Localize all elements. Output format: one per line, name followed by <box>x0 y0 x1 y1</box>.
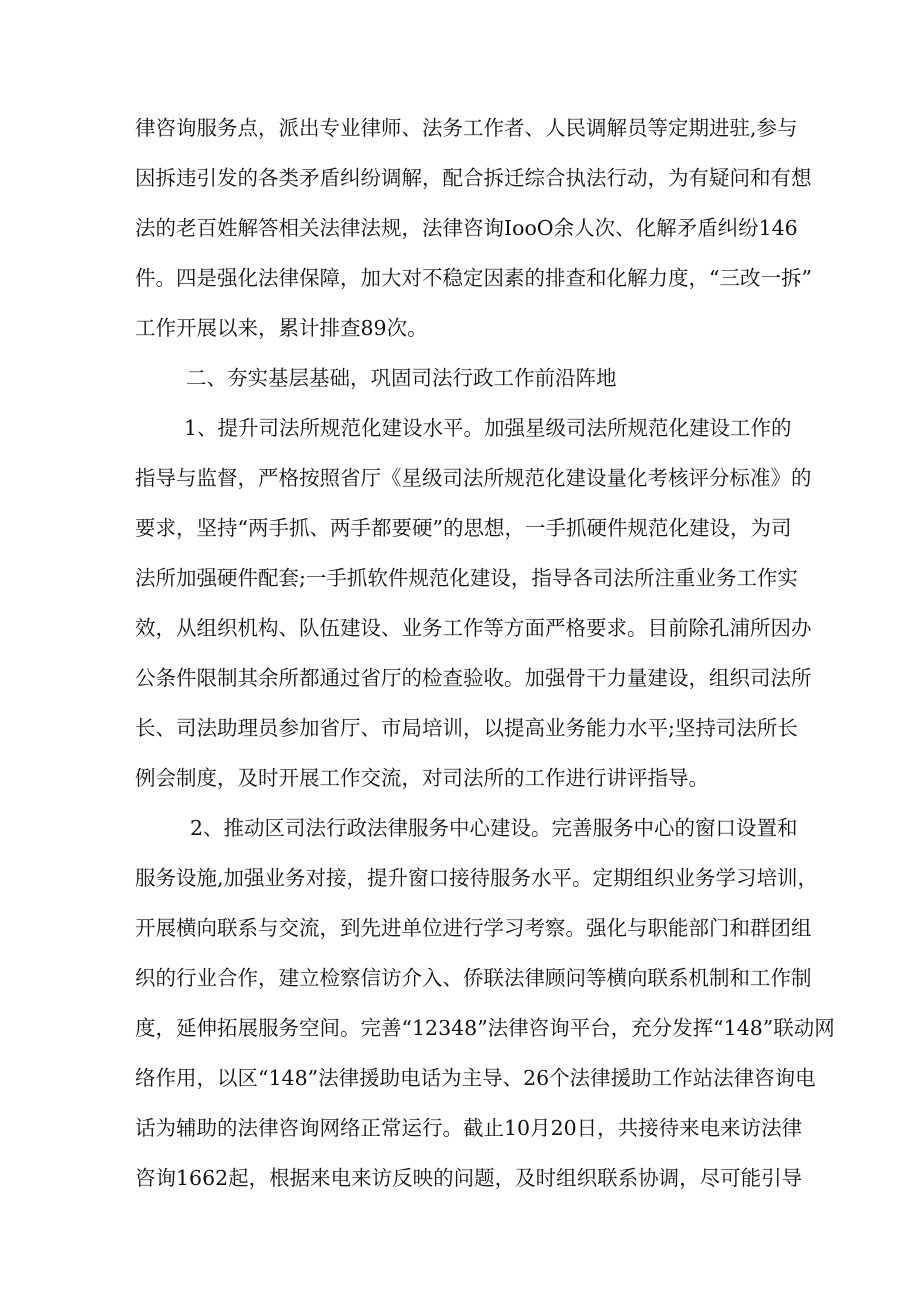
body-text-line: 指导与监督，严格按照省厅《星级司法所规范化建设量化考核评分标准》的 <box>135 466 812 490</box>
body-text-line: 络作用，以区“148”法律援助电话为主导、26个法律援助工作站法律咨询电 <box>135 1066 816 1090</box>
body-text-line: 织的行业合作，建立检察信访介入、侨联法律顾问等横向联系机制和工作制 <box>135 966 812 990</box>
body-text-line: 服务设施,加强业务对接，提升窗口接待服务水平。定期组织业务学习培训， <box>135 866 819 890</box>
body-text-line: 律咨询服务点，派出专业律师、法务工作者、人民调解员等定期进驻,参与 <box>135 116 798 140</box>
body-text-line: 度，延伸拓展服务空间。完善“12348”法律咨询平台，充分发挥“148”联动网 <box>135 1016 835 1040</box>
body-text-line: 法所加强硬件配套;一手抓软件规范化建设，指导各司法所注重业务工作实 <box>135 566 798 590</box>
body-text-line: 2、推动区司法行政法律服务中心建设。完善服务中心的窗口设置和 <box>190 816 798 840</box>
body-text-line: 咨询1662起，根据来电来访反映的问题，及时组织联系协调，尽可能引导 <box>135 1166 803 1190</box>
body-text-line: 公条件限制其余所都通过省厅的检查验收。加强骨干力量建设，组织司法所 <box>135 666 812 690</box>
body-text-line: 件。四是强化法律保障，加大对不稳定因素的排查和化解力度，“三改一拆” <box>135 266 812 290</box>
body-text-line: 因拆违引发的各类矛盾纠纷调解，配合拆迁综合执法行动，为有疑问和有想 <box>135 166 812 190</box>
body-text-line: 效，从组织机构、队伍建设、业务工作等方面严格要求。目前除孔浦所因办 <box>135 616 812 640</box>
section-heading: 二、夯实基层基础，巩固司法行政工作前沿阵地 <box>186 366 617 390</box>
body-text-line: 工作开展以来，累计排查89次。 <box>135 316 428 340</box>
body-text-line: 话为辅助的法律咨询网络正常运行。截止10月20日，共接待来电来访法律 <box>135 1116 803 1140</box>
body-text-line: 1、提升司法所规范化建设水平。加强星级司法所规范化建设工作的 <box>184 416 792 440</box>
body-text-line: 例会制度，及时开展工作交流，对司法所的工作进行讲评指导。 <box>135 766 709 790</box>
body-text-line: 开展横向联系与交流，到先进单位进行学习考察。强化与职能部门和群团组 <box>135 916 812 940</box>
body-text-line: 长、司法助理员参加省厅、市局培训，以提高业务能力水平;坚持司法所长 <box>135 716 798 740</box>
body-text-line: 法的老百姓解答相关法律法规，法律咨询IooO余人次、化解矛盾纠纷146 <box>135 216 798 240</box>
body-text-line: 要求，坚持“两手抓、两手都要硬”的思想，一手抓硬件规范化建设，为司 <box>135 516 792 540</box>
